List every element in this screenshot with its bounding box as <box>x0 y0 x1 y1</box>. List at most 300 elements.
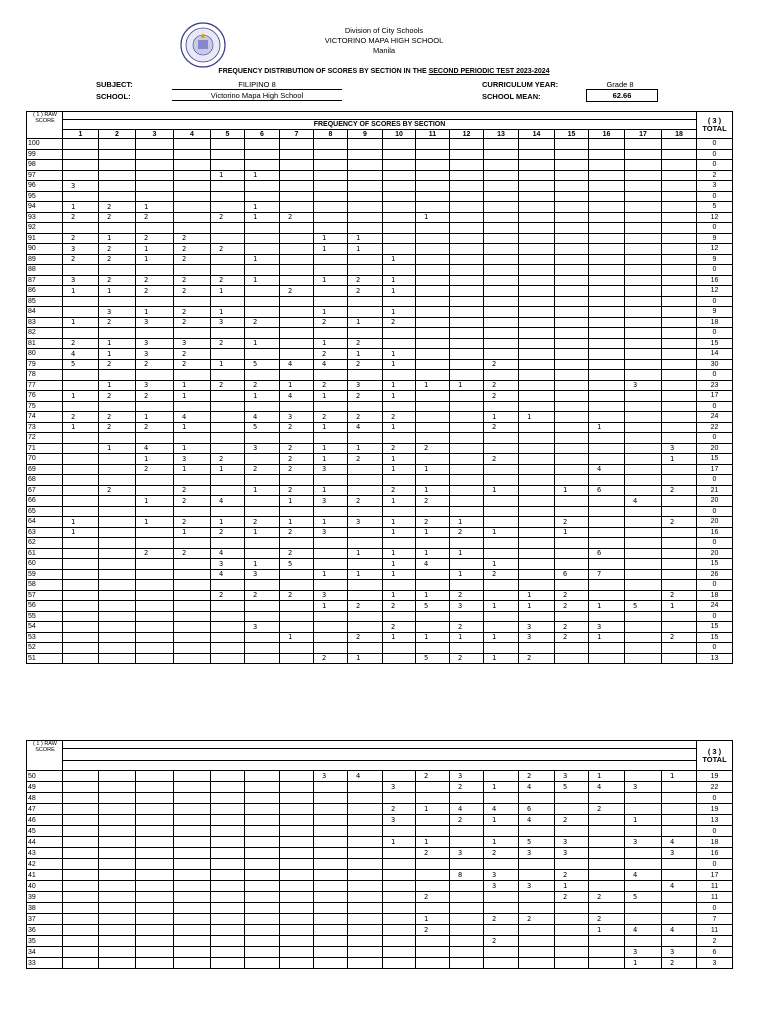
frequency-cell <box>314 936 348 947</box>
frequency-cell: 1 <box>450 380 484 391</box>
frequency-cell: 1 <box>348 317 383 328</box>
frequency-cell: 2 <box>280 422 314 433</box>
frequency-cell <box>136 475 174 486</box>
frequency-cell <box>555 412 589 423</box>
frequency-cell <box>555 422 589 433</box>
frequency-cell <box>484 443 519 454</box>
frequency-cell <box>519 892 555 903</box>
frequency-cell: 4 <box>662 925 697 936</box>
frequency-cell <box>416 412 450 423</box>
frequency-cell <box>348 149 383 160</box>
frequency-cell <box>555 559 589 570</box>
frequency-cell: 7 <box>589 569 625 580</box>
frequency-cell <box>63 139 99 150</box>
frequency-cell: 3 <box>136 317 174 328</box>
frequency-cell <box>625 506 662 517</box>
frequency-cell <box>136 328 174 339</box>
frequency-cell <box>99 947 136 958</box>
frequency-cell <box>174 559 211 570</box>
frequency-cell: 2 <box>484 848 519 859</box>
frequency-cell <box>383 870 416 881</box>
frequency-table <box>26 111 733 664</box>
frequency-cell: 5 <box>416 653 450 664</box>
frequency-cell <box>211 947 245 958</box>
frequency-cell: 1 <box>450 517 484 528</box>
frequency-cell: 1 <box>211 359 245 370</box>
frequency-cell: 3 <box>348 517 383 528</box>
frequency-cell <box>174 804 211 815</box>
frequency-cell <box>450 958 484 969</box>
frequency-cell <box>416 170 450 181</box>
frequency-cell: 2 <box>314 349 348 360</box>
frequency-cell <box>348 401 383 412</box>
frequency-cell <box>555 149 589 160</box>
frequency-cell <box>99 611 136 622</box>
frequency-cell: 1 <box>136 307 174 318</box>
frequency-cell <box>245 925 280 936</box>
frequency-cell: 3 <box>625 837 662 848</box>
frequency-cell <box>519 826 555 837</box>
frequency-cell <box>383 233 416 244</box>
frequency-cell: 2 <box>174 233 211 244</box>
frequency-cell <box>484 517 519 528</box>
frequency-cell <box>99 793 136 804</box>
frequency-cell: 1 <box>174 527 211 538</box>
frequency-cell <box>450 580 484 591</box>
total-header-2: ( 3 ) TOTAL <box>697 741 733 771</box>
raw-score-cell: 81 <box>27 338 63 349</box>
frequency-cell <box>383 826 416 837</box>
header-spacer-2 <box>63 741 697 749</box>
frequency-cell: 1 <box>245 527 280 538</box>
frequency-cell: 1 <box>383 464 416 475</box>
raw-score-cell: 62 <box>27 538 63 549</box>
frequency-cell <box>662 804 697 815</box>
frequency-cell <box>450 223 484 234</box>
frequency-cell: 2 <box>63 233 99 244</box>
frequency-cell <box>174 590 211 601</box>
frequency-cell: 2 <box>383 601 416 612</box>
frequency-cell: 6 <box>519 804 555 815</box>
frequency-cell <box>484 191 519 202</box>
frequency-cell <box>280 804 314 815</box>
table-row <box>27 881 733 892</box>
total-cell: 12 <box>697 212 733 223</box>
frequency-cell <box>136 181 174 192</box>
frequency-cell <box>63 223 99 234</box>
frequency-cell <box>280 580 314 591</box>
raw-score-cell: 46 <box>27 815 63 826</box>
frequency-cell <box>174 782 211 793</box>
frequency-cell <box>519 496 555 507</box>
frequency-cell <box>99 848 136 859</box>
frequency-cell <box>314 611 348 622</box>
frequency-cell <box>519 643 555 654</box>
frequency-cell <box>555 233 589 244</box>
frequency-cell <box>450 391 484 402</box>
frequency-cell <box>589 881 625 892</box>
frequency-cell <box>174 296 211 307</box>
frequency-cell: 4 <box>625 870 662 881</box>
frequency-cell <box>99 527 136 538</box>
frequency-cell <box>314 506 348 517</box>
frequency-cell <box>136 881 174 892</box>
raw-score-cell: 53 <box>27 632 63 643</box>
frequency-cell <box>174 139 211 150</box>
frequency-cell <box>245 958 280 969</box>
frequency-cell <box>662 475 697 486</box>
total-cell: 0 <box>697 223 733 234</box>
frequency-table-continued <box>26 740 733 969</box>
frequency-cell <box>450 485 484 496</box>
frequency-cell <box>99 401 136 412</box>
frequency-cell <box>245 771 280 782</box>
total-cell: 0 <box>697 611 733 622</box>
frequency-cell <box>625 643 662 654</box>
frequency-cell <box>63 958 99 969</box>
frequency-cell <box>280 338 314 349</box>
frequency-cell <box>662 370 697 381</box>
frequency-cell: 2 <box>383 485 416 496</box>
frequency-cell <box>174 611 211 622</box>
frequency-cell <box>484 826 519 837</box>
frequency-cell <box>416 433 450 444</box>
frequency-cell <box>280 848 314 859</box>
frequency-cell <box>555 212 589 223</box>
frequency-cell <box>348 881 383 892</box>
frequency-cell: 4 <box>174 412 211 423</box>
frequency-cell <box>450 317 484 328</box>
frequency-cell <box>416 202 450 213</box>
frequency-cell <box>348 370 383 381</box>
frequency-cell: 2 <box>450 782 484 793</box>
frequency-cell <box>555 903 589 914</box>
frequency-cell: 3 <box>314 496 348 507</box>
frequency-cell <box>63 265 99 276</box>
total-cell: 12 <box>697 244 733 255</box>
table-row <box>27 914 733 925</box>
frequency-cell: 2 <box>383 412 416 423</box>
frequency-cell: 2 <box>662 485 697 496</box>
frequency-cell <box>245 191 280 202</box>
frequency-cell: 2 <box>348 275 383 286</box>
frequency-cell: 1 <box>383 590 416 601</box>
frequency-cell: 2 <box>555 517 589 528</box>
frequency-cell <box>63 632 99 643</box>
frequency-cell <box>450 370 484 381</box>
frequency-cell <box>245 632 280 643</box>
frequency-cell <box>589 538 625 549</box>
section-header: 7 <box>280 130 314 139</box>
frequency-cell: 2 <box>589 804 625 815</box>
frequency-cell <box>99 643 136 654</box>
frequency-cell: 8 <box>450 870 484 881</box>
frequency-cell <box>383 370 416 381</box>
frequency-cell <box>555 826 589 837</box>
table-row <box>27 475 733 486</box>
frequency-cell <box>174 181 211 192</box>
frequency-cell <box>662 401 697 412</box>
frequency-cell <box>348 837 383 848</box>
frequency-cell <box>555 401 589 412</box>
frequency-cell <box>348 223 383 234</box>
frequency-cell <box>245 848 280 859</box>
frequency-cell <box>280 254 314 265</box>
frequency-cell: 1 <box>450 569 484 580</box>
frequency-cell <box>174 170 211 181</box>
frequency-cell <box>211 370 245 381</box>
frequency-cell <box>450 506 484 517</box>
total-cell: 18 <box>697 317 733 328</box>
division-name: Division of City Schools <box>344 26 424 35</box>
frequency-cell <box>63 580 99 591</box>
frequency-cell: 1 <box>625 815 662 826</box>
frequency-cell <box>174 149 211 160</box>
frequency-cell <box>625 170 662 181</box>
frequency-cell <box>662 569 697 580</box>
frequency-cell <box>484 223 519 234</box>
frequency-cell <box>450 859 484 870</box>
table-row <box>27 538 733 549</box>
frequency-cell <box>348 254 383 265</box>
total-cell: 13 <box>697 653 733 664</box>
table-row <box>27 233 733 244</box>
frequency-cell <box>484 233 519 244</box>
frequency-cell <box>99 170 136 181</box>
frequency-cell: 2 <box>314 653 348 664</box>
frequency-cell: 1 <box>245 391 280 402</box>
frequency-cell <box>589 643 625 654</box>
frequency-cell: 2 <box>211 527 245 538</box>
frequency-cell <box>625 401 662 412</box>
total-cell: 3 <box>697 958 733 969</box>
header-spacer-2b <box>63 749 697 761</box>
frequency-cell <box>63 370 99 381</box>
total-cell: 15 <box>697 338 733 349</box>
frequency-cell <box>589 859 625 870</box>
frequency-cell <box>245 307 280 318</box>
frequency-cell: 1 <box>519 412 555 423</box>
frequency-cell <box>63 538 99 549</box>
frequency-cell <box>245 892 280 903</box>
frequency-cell <box>662 548 697 559</box>
frequency-cell: 3 <box>348 380 383 391</box>
frequency-cell <box>136 223 174 234</box>
frequency-cell: 2 <box>416 848 450 859</box>
frequency-cell <box>589 212 625 223</box>
frequency-cell: 2 <box>136 359 174 370</box>
frequency-cell <box>416 580 450 591</box>
frequency-cell <box>555 275 589 286</box>
frequency-cell <box>450 475 484 486</box>
frequency-cell <box>589 936 625 947</box>
frequency-cell <box>314 958 348 969</box>
frequency-cell <box>280 870 314 881</box>
frequency-cell: 2 <box>63 412 99 423</box>
frequency-cell <box>63 569 99 580</box>
frequency-cell <box>555 433 589 444</box>
frequency-cell: 2 <box>136 464 174 475</box>
frequency-cell: 1 <box>484 601 519 612</box>
frequency-cell <box>63 925 99 936</box>
frequency-cell: 2 <box>348 338 383 349</box>
frequency-cell <box>450 244 484 255</box>
raw-score-cell: 43 <box>27 848 63 859</box>
frequency-cell: 1 <box>314 307 348 318</box>
table-row <box>27 380 733 391</box>
frequency-cell <box>519 160 555 171</box>
frequency-cell: 2 <box>136 275 174 286</box>
frequency-cell <box>484 925 519 936</box>
total-cell: 0 <box>697 401 733 412</box>
raw-score-cell: 60 <box>27 559 63 570</box>
frequency-cell <box>662 826 697 837</box>
frequency-cell <box>519 338 555 349</box>
frequency-cell: 1 <box>314 485 348 496</box>
frequency-cell <box>211 914 245 925</box>
frequency-cell <box>416 881 450 892</box>
frequency-cell <box>625 475 662 486</box>
table-row <box>27 859 733 870</box>
frequency-cell <box>555 181 589 192</box>
total-cell: 11 <box>697 925 733 936</box>
frequency-cell <box>589 380 625 391</box>
frequency-cell <box>245 160 280 171</box>
frequency-cell: 1 <box>484 632 519 643</box>
frequency-cell: 1 <box>383 496 416 507</box>
frequency-cell <box>519 475 555 486</box>
frequency-cell: 2 <box>211 380 245 391</box>
frequency-cell: 1 <box>174 391 211 402</box>
frequency-cell <box>519 485 555 496</box>
frequency-cell <box>280 244 314 255</box>
frequency-cell <box>383 538 416 549</box>
frequency-cell <box>314 925 348 936</box>
frequency-cell: 3 <box>63 181 99 192</box>
frequency-cell: 1 <box>484 653 519 664</box>
frequency-cell <box>383 181 416 192</box>
raw-score-cell: 34 <box>27 947 63 958</box>
frequency-cell <box>416 947 450 958</box>
frequency-cell: 3 <box>136 380 174 391</box>
frequency-cell <box>348 793 383 804</box>
frequency-cell <box>136 149 174 160</box>
frequency-cell: 1 <box>314 443 348 454</box>
frequency-cell: 3 <box>314 527 348 538</box>
frequency-cell <box>174 265 211 276</box>
frequency-cell: 1 <box>625 958 662 969</box>
frequency-cell <box>245 454 280 465</box>
frequency-cell: 2 <box>450 527 484 538</box>
raw-score-cell: 65 <box>27 506 63 517</box>
section-header: 15 <box>555 130 589 139</box>
frequency-cell <box>589 149 625 160</box>
frequency-cell: 2 <box>99 317 136 328</box>
frequency-cell <box>589 223 625 234</box>
frequency-cell <box>211 826 245 837</box>
frequency-cell <box>383 892 416 903</box>
frequency-table-upper <box>26 111 733 664</box>
frequency-cell: 2 <box>484 936 519 947</box>
frequency-cell <box>484 338 519 349</box>
frequency-cell <box>662 254 697 265</box>
frequency-cell <box>662 464 697 475</box>
frequency-cell: 2 <box>416 517 450 528</box>
frequency-table-lower <box>26 740 733 969</box>
frequency-cell <box>450 914 484 925</box>
frequency-cell <box>99 454 136 465</box>
frequency-cell: 2 <box>245 464 280 475</box>
frequency-cell <box>555 391 589 402</box>
section-header: 12 <box>450 130 484 139</box>
frequency-cell: 1 <box>383 254 416 265</box>
frequency-cell: 4 <box>519 782 555 793</box>
frequency-cell <box>63 936 99 947</box>
frequency-cell <box>589 359 625 370</box>
frequency-cell <box>662 914 697 925</box>
frequency-cell <box>383 170 416 181</box>
frequency-cell <box>136 527 174 538</box>
frequency-cell <box>555 793 589 804</box>
frequency-cell <box>416 401 450 412</box>
frequency-cell <box>589 559 625 570</box>
total-cell: 11 <box>697 881 733 892</box>
frequency-cell: 2 <box>662 517 697 528</box>
frequency-cell <box>174 793 211 804</box>
frequency-cell: 4 <box>314 359 348 370</box>
frequency-cell <box>348 622 383 633</box>
frequency-cell <box>625 244 662 255</box>
frequency-cell <box>348 160 383 171</box>
frequency-cell <box>519 202 555 213</box>
frequency-cell <box>484 160 519 171</box>
frequency-cell: 4 <box>211 496 245 507</box>
frequency-cell <box>519 859 555 870</box>
raw-score-header: ( 1 ) RAW SCORE <box>27 112 63 139</box>
frequency-cell: 1 <box>211 307 245 318</box>
frequency-cell <box>416 359 450 370</box>
curriculum-label: CURRICULUM YEAR: <box>482 80 559 89</box>
frequency-cell <box>484 903 519 914</box>
frequency-cell: 1 <box>348 548 383 559</box>
frequency-cell <box>519 233 555 244</box>
frequency-cell <box>174 601 211 612</box>
frequency-cell: 2 <box>314 317 348 328</box>
frequency-cell <box>484 496 519 507</box>
frequency-cell: 3 <box>314 590 348 601</box>
frequency-cell <box>519 170 555 181</box>
frequency-cell: 1 <box>348 653 383 664</box>
frequency-cell <box>416 275 450 286</box>
frequency-cell <box>245 643 280 654</box>
frequency-cell <box>416 181 450 192</box>
frequency-cell <box>211 903 245 914</box>
section-header: 9 <box>348 130 383 139</box>
frequency-cell <box>555 914 589 925</box>
frequency-cell: 1 <box>136 454 174 465</box>
frequency-cell <box>348 464 383 475</box>
frequency-cell <box>174 580 211 591</box>
frequency-cell <box>383 653 416 664</box>
frequency-cell <box>314 782 348 793</box>
table-row <box>27 496 733 507</box>
frequency-cell <box>625 160 662 171</box>
frequency-cell: 1 <box>383 527 416 538</box>
frequency-cell <box>589 307 625 318</box>
frequency-cell <box>450 947 484 958</box>
frequency-cell <box>662 870 697 881</box>
frequency-cell: 1 <box>416 548 450 559</box>
